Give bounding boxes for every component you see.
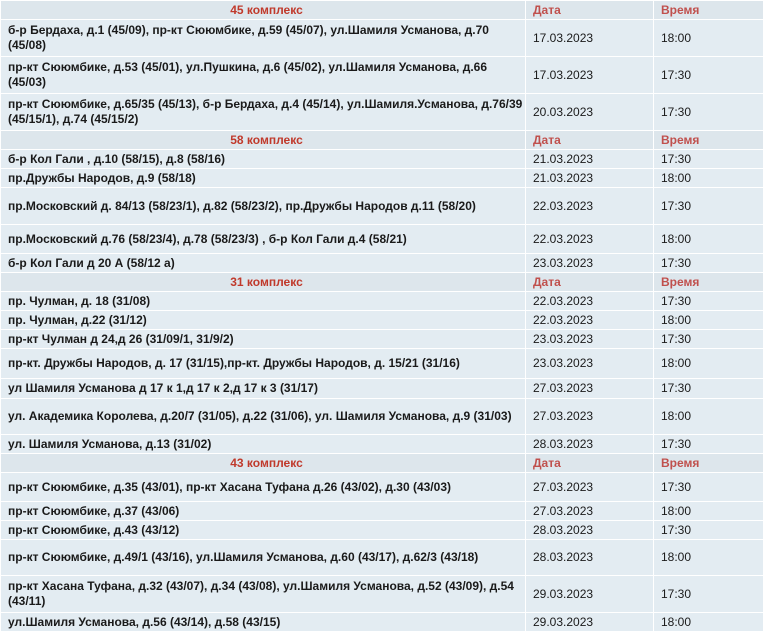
date-cell: 21.03.2023 [526,169,654,188]
date-cell: 28.03.2023 [526,521,654,540]
address-cell: пр. Чулман, д. 18 (31/08) [1,292,526,311]
table-row [1,330,763,349]
table-row [1,349,763,379]
address-cell: пр-кт Сююмбике, д.43 (43/12) [1,521,526,540]
time-cell: 17:30 [654,188,763,225]
address-cell: б-р Бердаха, д.1 (45/09), пр-кт Сююмбике, д.59 (45/07), ул.Шамиля Усманова, д.70 (45/08) [1,20,526,57]
table-row [1,576,763,613]
group-header-45 [1,1,763,20]
table-row [1,311,763,330]
address-cell: пр.Дружбы Народов, д.9 (58/18) [1,169,526,188]
table-row [1,473,763,502]
group-title: 43 комплекс [1,454,526,473]
date-cell: 23.03.2023 [526,254,654,273]
table-row [1,521,763,540]
time-cell: 17:30 [654,57,763,94]
date-cell: 22.03.2023 [526,188,654,225]
date-cell: 21.03.2023 [526,150,654,169]
date-cell: 20.03.2023 [526,94,654,131]
date-cell: 27.03.2023 [526,502,654,521]
date-header: Дата [526,1,654,20]
date-cell: 22.03.2023 [526,311,654,330]
group-header-43 [1,454,763,473]
address-cell: пр-кт Сююмбике, д.49/1 (43/16), ул.Шамиля Усманова, д.60 (43/17), д.62/3 (43/18) [1,540,526,576]
address-cell: пр-кт Сююмбике, д.35 (43/01), пр-кт Хасана Туфана д.26 (43/02), д.30 (43/03) [1,473,526,502]
address-cell: пр.Московский д. 84/13 (58/23/1), д.82 (58/23/2), пр.Дружбы Народов д.11 (58/20) [1,188,526,225]
table-row [1,20,763,57]
time-header: Время [654,273,763,292]
group-title: 31 комплекс [1,273,526,292]
date-cell: 22.03.2023 [526,292,654,311]
group-title: 58 комплекс [1,131,526,150]
table-row [1,435,763,454]
address-cell: пр. Чулман, д.22 (31/12) [1,311,526,330]
table-row [1,188,763,225]
date-cell: 23.03.2023 [526,349,654,379]
address-cell: ул Шамиля Усманова д 17 к 1,д 17 к 2,д 17 к 3 (31/17) [1,379,526,399]
date-cell: 17.03.2023 [526,20,654,57]
table-row [1,502,763,521]
table-row [1,169,763,188]
address-cell: пр-кт Чулман д 24,д 26 (31/09/1, 31/9/2) [1,330,526,349]
table-row [1,57,763,94]
table-row [1,540,763,576]
time-cell: 17:30 [654,473,763,502]
address-cell: пр-кт Хасана Туфана, д.32 (43/07), д.34 (43/08), ул.Шамиля Усманова, д.52 (43/09), д.54 (43/11) [1,576,526,613]
date-header: Дата [526,273,654,292]
time-cell: 18:00 [654,169,763,188]
time-cell: 17:30 [654,379,763,399]
table-row [1,379,763,399]
date-cell: 27.03.2023 [526,399,654,435]
time-header: Время [654,454,763,473]
time-cell: 18:00 [654,349,763,379]
time-cell: 18:00 [654,225,763,254]
table-row [1,225,763,254]
time-cell: 18:00 [654,613,763,632]
table-row [1,399,763,435]
date-cell: 29.03.2023 [526,613,654,632]
date-cell: 17.03.2023 [526,57,654,94]
date-cell: 27.03.2023 [526,379,654,399]
time-cell: 18:00 [654,20,763,57]
time-cell: 17:30 [654,150,763,169]
table-row [1,94,763,131]
address-cell: ул. Шамиля Усманова, д.13 (31/02) [1,435,526,454]
date-cell: 23.03.2023 [526,330,654,349]
time-cell: 17:30 [654,435,763,454]
address-cell: пр-кт Сююмбике, д.37 (43/06) [1,502,526,521]
table-row [1,292,763,311]
table-row [1,150,763,169]
time-cell: 17:30 [654,254,763,273]
date-cell: 22.03.2023 [526,225,654,254]
date-cell: 29.03.2023 [526,576,654,613]
date-cell: 27.03.2023 [526,473,654,502]
time-cell: 17:30 [654,576,763,613]
table-row [1,254,763,273]
group-header-31 [1,273,763,292]
address-cell: б-р Кол Гали д 20 А (58/12 а) [1,254,526,273]
time-cell: 17:30 [654,292,763,311]
time-cell: 18:00 [654,311,763,330]
group-title: 45 комплекс [1,1,526,20]
time-cell: 18:00 [654,540,763,576]
address-cell: б-р Кол Гали , д.10 (58/15), д.8 (58/16) [1,150,526,169]
address-cell: пр-кт Сююмбике, д.65/35 (45/13), б-р Бердаха, д.4 (45/14), ул.Шамиля.Усманова, д.76/39 (45/15/1), д.74 (45/15/2) [1,94,526,131]
time-cell: 17:30 [654,94,763,131]
address-cell: пр-кт Сююмбике, д.53 (45/01), ул.Пушкина, д.6 (45/02), ул.Шамиля Усманова, д.66 (45/03) [1,57,526,94]
time-header: Время [654,1,763,20]
date-header: Дата [526,131,654,150]
address-cell: пр-кт. Дружбы Народов, д. 17 (31/15),пр-кт. Дружбы Народов, д. 15/21 (31/16) [1,349,526,379]
time-cell: 18:00 [654,502,763,521]
address-cell: ул.Шамиля Усманова, д.56 (43/14), д.58 (43/15) [1,613,526,632]
time-header: Время [654,131,763,150]
date-cell: 28.03.2023 [526,540,654,576]
group-header-58 [1,131,763,150]
time-cell: 17:30 [654,521,763,540]
table-row [1,613,763,632]
date-header: Дата [526,454,654,473]
date-cell: 28.03.2023 [526,435,654,454]
address-cell: ул. Академика Королева, д.20/7 (31/05), д.22 (31/06), ул. Шамиля Усманова, д.9 (31/03) [1,399,526,435]
time-cell: 17:30 [654,330,763,349]
time-cell: 18:00 [654,399,763,435]
address-cell: пр.Московский д.76 (58/23/4), д.78 (58/23/3) , б-р Кол Гали д.4 (58/21) [1,225,526,254]
